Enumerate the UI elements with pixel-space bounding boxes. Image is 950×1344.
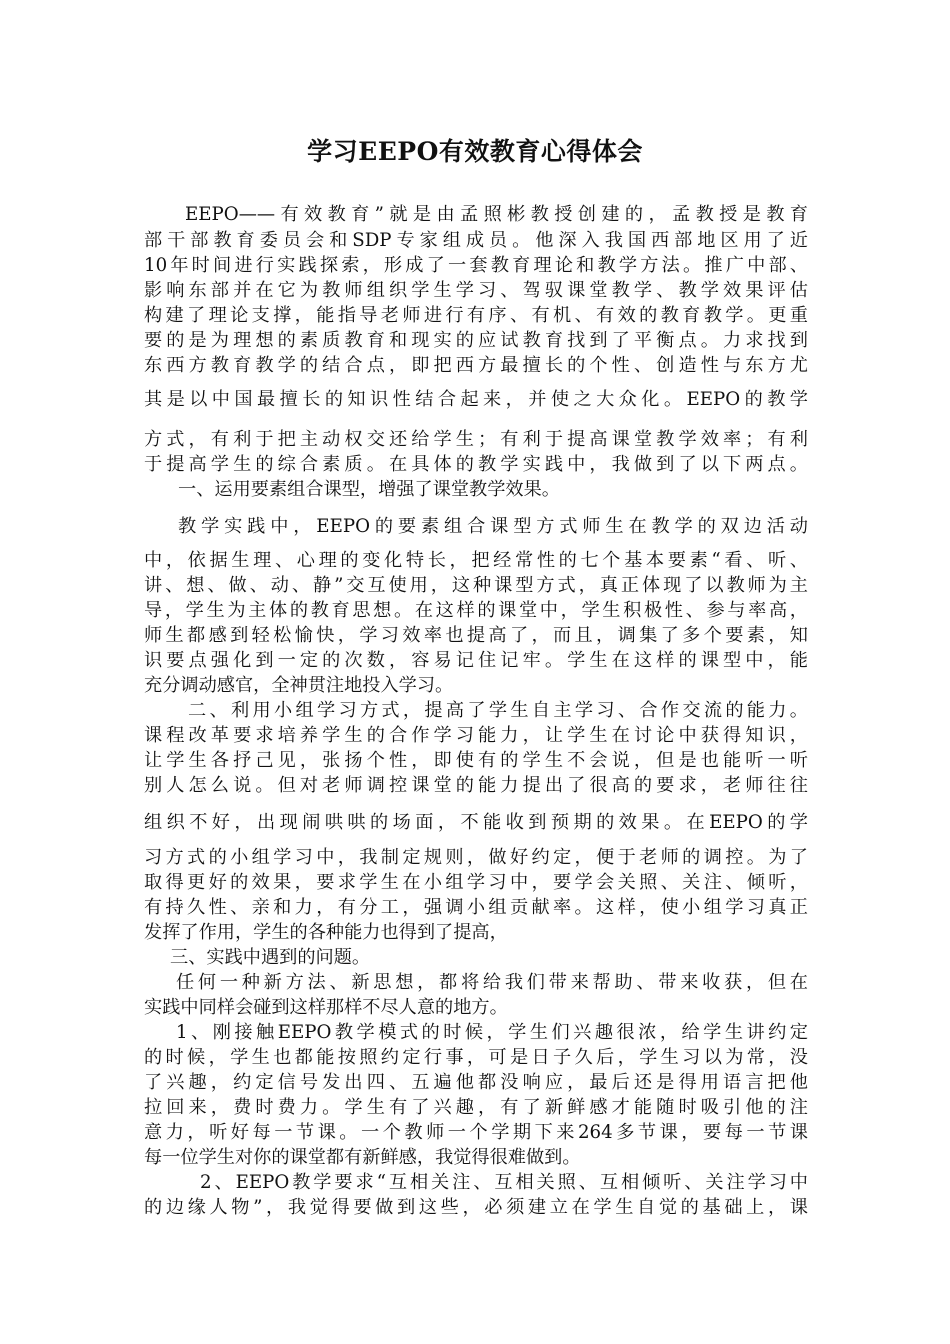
body-line: 东西方教育教学的结合点，即把西方最擅长的个性、创造性与东方尤 xyxy=(144,355,808,376)
section-heading: 二、利用小组学习方式，提高了学生自主学习、合作交流的能力。 xyxy=(188,700,808,721)
body-line: 教学实践中，EEPO的要素组合课型方式师生在教学的双边活动 xyxy=(178,516,808,537)
body-line: 的时候，学生也都能按照约定行事，可是日子久后，学生习以为常，没 xyxy=(144,1047,808,1068)
body-line: 组织不好，出现闹哄哄的场面，不能收到预期的效果。在EEPO的学 xyxy=(144,812,808,833)
body-line: 别人怎么说。但对老师调控课堂的能力提出了很高的要求，老师往往 xyxy=(144,775,808,796)
body-line: 10年时间进行实践探索，形成了一套教育理论和教学方法。推广中部、 xyxy=(144,255,808,276)
body-line: 其是以中国最擅长的知识性结合起来，并使之大众化。EEPO的教学 xyxy=(144,389,808,410)
body-line: 部干部教育委员会和SDP专家组成员。他深入我国西部地区用了近 xyxy=(144,230,808,251)
body-line: 让学生各抒己见，张扬个性，即使有的学生不会说，但是也能听一听 xyxy=(144,750,808,771)
body-line: EEPO——有效教育”就是由孟照彬教授创建的，孟教授是教育 xyxy=(185,204,808,225)
body-line: 实践中同样会碰到这样那样不尽人意的地方。 xyxy=(144,997,508,1018)
page-title: 学习EEPO有效教育心得体会 xyxy=(307,137,643,166)
body-line: 中，依据生理、心理的变化特长，把经常性的七个基本要素“看、听、 xyxy=(144,550,808,571)
body-line: 有持久性、亲和力，有分工，强调小组贡献率。这样，使小组学习真正 xyxy=(144,897,808,918)
body-line: 任何一种新方法、新思想，都将给我们带来帮助、带来收获，但在 xyxy=(176,972,808,993)
body-line: 要的是为理想的素质教育和现实的应试教育找到了平衡点。力求找到 xyxy=(144,330,808,351)
body-line: 取得更好的效果，要求学生在小组学习中，要学会关照、关注、倾听， xyxy=(144,872,808,893)
body-line: 充分调动感官，全神贯注地投入学习。 xyxy=(144,675,454,696)
body-line: 发挥了作用，学生的各种能力也得到了提高， xyxy=(144,922,508,943)
body-line: 于提高学生的综合素质。在具体的教学实践中，我做到了以下两点。 xyxy=(144,454,808,475)
body-line: 了兴趣，约定信号发出四、五遍他都没响应，最后还是得用语言把他 xyxy=(144,1072,808,1093)
body-line: 导，学生为主体的教育思想。在这样的课堂中，学生积极性、参与率高， xyxy=(144,600,808,621)
body-line: 师生都感到轻松愉快，学习效率也提高了，而且，调集了多个要素，知 xyxy=(144,625,808,646)
section-heading: 一、运用要素组合课型，增强了课堂教学效果。 xyxy=(178,479,560,500)
body-line: 的边缘人物”，我觉得要做到这些，必须建立在学生自觉的基础上，课 xyxy=(144,1197,808,1218)
body-line: 构建了理论支撑，能指导老师进行有序、有机、有效的教育教学。更重 xyxy=(144,305,808,326)
body-line: 2、EEPO教学要求“互相关注、互相关照、互相倾听、关注学习中 xyxy=(200,1172,808,1193)
section-heading: 三、实践中遇到的问题。 xyxy=(170,947,371,968)
body-line: 拉回来，费时费力。学生有了兴趣，有了新鲜感才能随时吸引他的注 xyxy=(144,1097,808,1118)
body-line: 识要点强化到一定的次数，容易记住记牢。学生在这样的课型中，能 xyxy=(144,650,808,671)
body-line: 讲、想、做、动、静”交互使用，这种课型方式，真正体现了以教师为主 xyxy=(144,575,808,596)
body-line: 每一位学生对你的课堂都有新鲜感，我觉得很难做到。 xyxy=(144,1147,581,1168)
body-line: 1、刚接触EEPO教学模式的时候，学生们兴趣很浓，给学生讲约定 xyxy=(176,1022,808,1043)
body-line: 课程改革要求培养学生的合作学习能力，让学生在讨论中获得知识， xyxy=(144,725,808,746)
body-line: 习方式的小组学习中，我制定规则，做好约定，便于老师的调控。为了 xyxy=(144,847,808,868)
body-line: 影响东部并在它为教师组织学生学习、驾驭课堂教学、教学效果评估 xyxy=(144,280,808,301)
body-line: 意力，听好每一节课。一个教师一个学期下来264多节课，要每一节课 xyxy=(144,1122,808,1143)
body-line: 方式，有利于把主动权交还给学生；有利于提高课堂教学效率；有利 xyxy=(144,429,808,450)
